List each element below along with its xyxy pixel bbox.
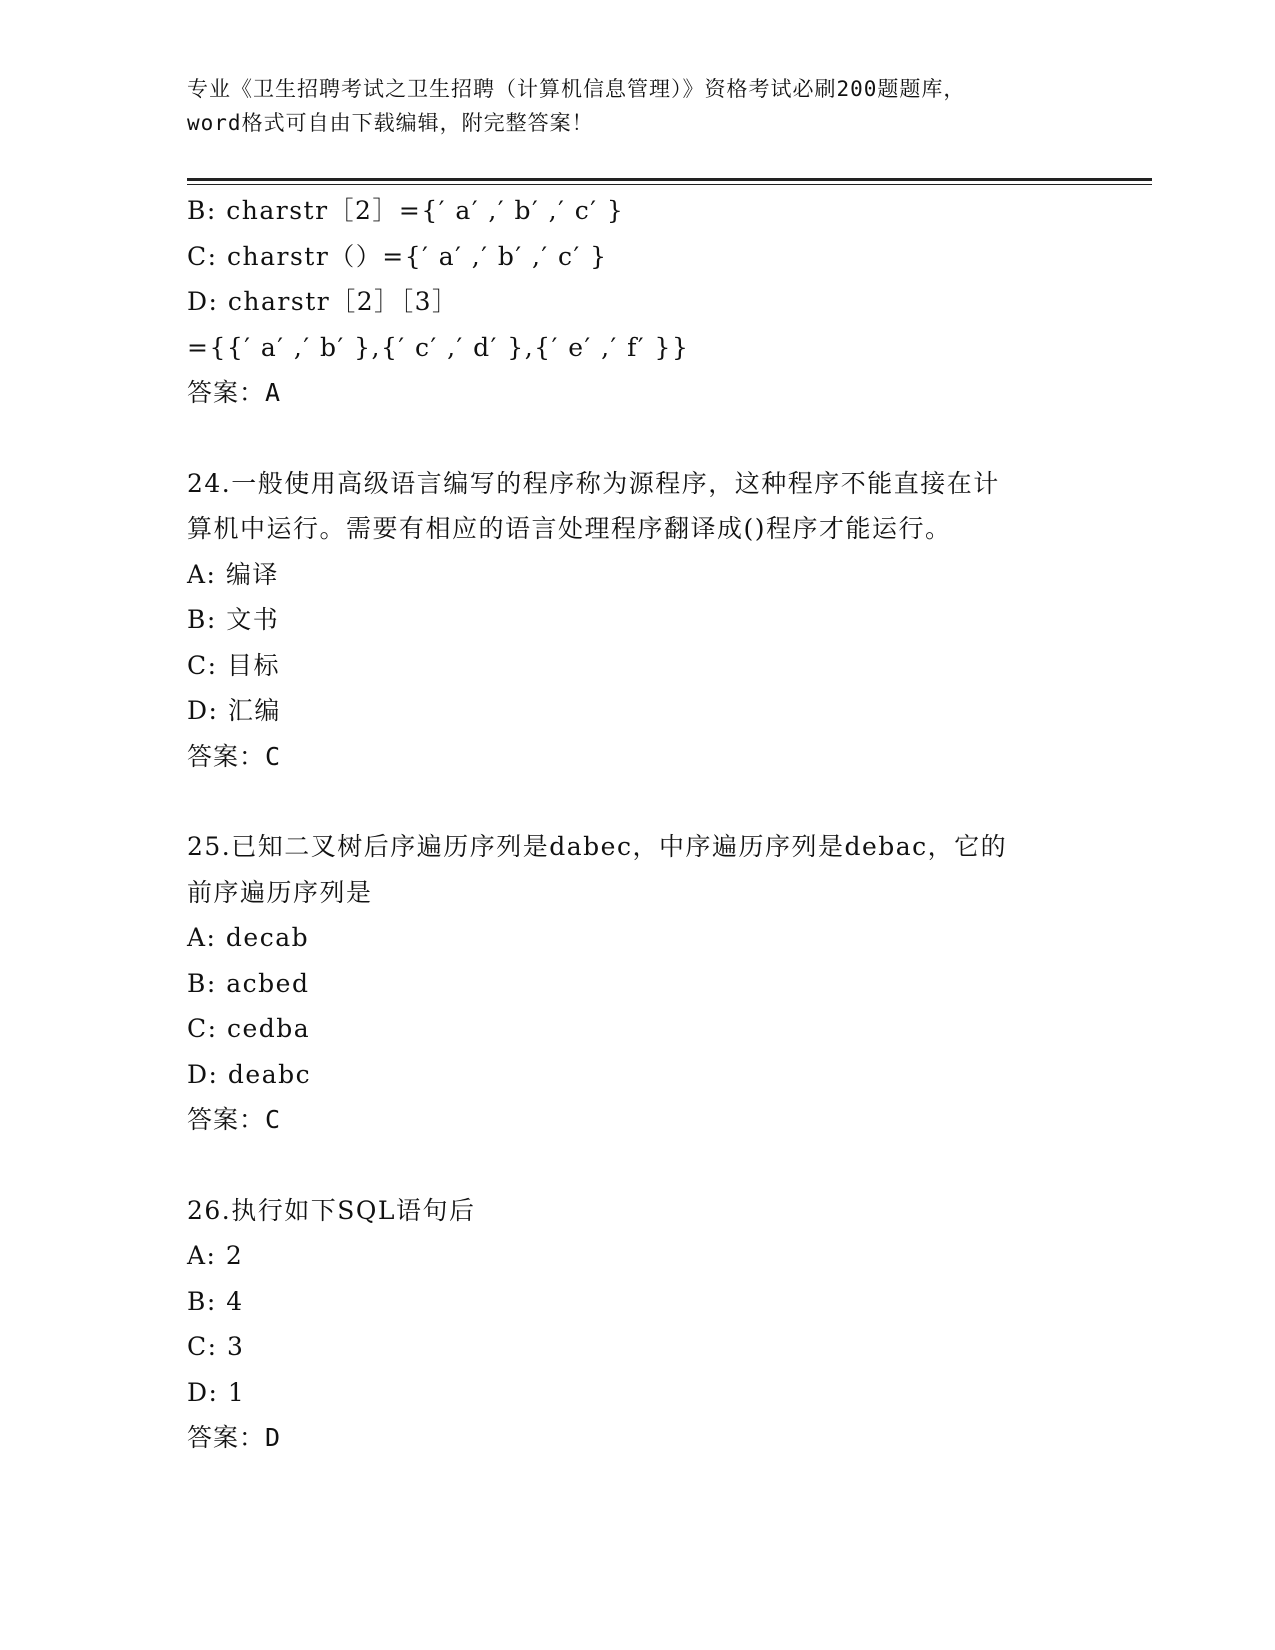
option-b: B: acbed [187,968,310,998]
option-d: D: deabc [187,1059,312,1089]
answer: 答案：C [187,741,282,771]
option-b: B: 文书 [187,605,280,634]
question-content [187,188,1087,1461]
answer: 答案：C [187,1105,282,1134]
question-26 [187,1188,1087,1461]
option-b: B: 4 [187,1286,244,1316]
option-a: A: 2 [187,1241,244,1270]
answer: 答案：D [187,1423,282,1452]
answer: 答案：A [187,378,282,407]
option-d: D: charstr［2］［3］ [187,287,459,316]
question-stem: 24.一般使用高级语言编写的程序称为源程序，这种程序不能直接在计 [187,468,1000,498]
question-24 [187,461,1087,780]
option-c: C: charstr（）={′ a′ ,′ b′ ,′ c′ } [187,241,608,271]
question-stem-continued: 前序遍历序列是 [187,877,373,907]
option-d-continued: ={{′ a′ ,′ b′ },{′ c′ ,′ d′ },{′ e′ ,′ f′ }} [187,332,690,362]
header-line-1: 专业《卫生招聘考试之卫生招聘（计算机信息管理）》资格考试必刷200题题库， [187,77,966,101]
option-d: D: 汇编 [187,696,281,725]
header-line-2: word格式可自由下载编辑，附完整答案！ [187,111,594,135]
option-d: D: 1 [187,1377,246,1407]
option-c: C: 3 [187,1332,245,1361]
option-c: C: cedba [187,1014,311,1043]
option-b: B: charstr［2］={′ a′ ,′ b′ ,′ c′ } [187,196,625,225]
option-a: A: decab [187,923,310,952]
question-stem: 25.已知二叉树后序遍历序列是dabec，中序遍历序列是debac，它的 [187,832,1008,861]
header-rule-thin [187,184,1152,185]
option-c: C: 目标 [187,650,280,680]
question-25 [187,824,1087,1143]
page-header [187,72,1097,140]
option-a: A: 编译 [187,559,279,589]
question-stem: 26.执行如下SQL语句后 [187,1195,476,1225]
question-23-continued [187,188,1087,416]
question-stem-continued: 算机中运行。需要有相应的语言处理程序翻译成()程序才能运行。 [187,514,952,543]
header-rule-thick [187,178,1152,181]
